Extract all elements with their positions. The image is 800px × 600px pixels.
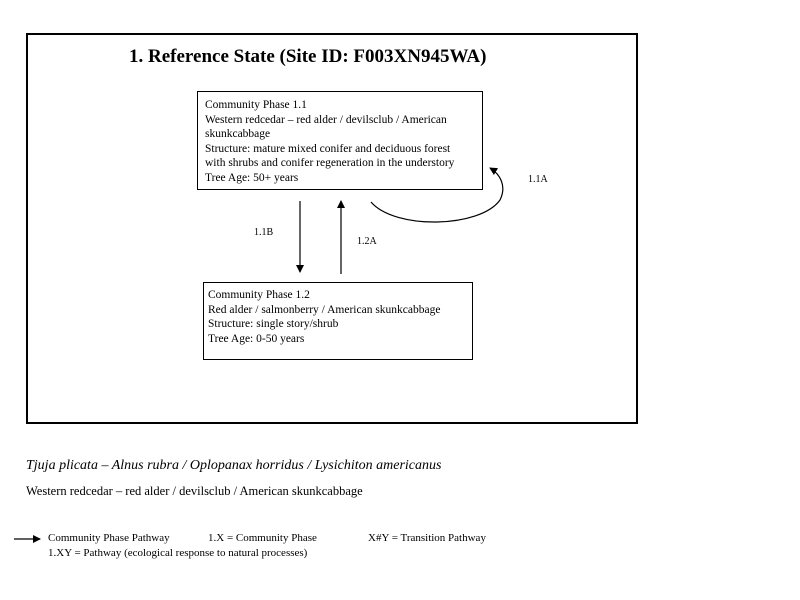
phase-1-1-species: Western redcedar – red alder / devilsclub / American	[205, 113, 447, 126]
phase-1-2-species: Red alder / salmonberry / American skunkcabbage	[208, 303, 441, 316]
species-scientific-names: Tjuja plicata – Alnus rubra / Oplopanax horridus / Lysichiton americanus	[26, 458, 442, 473]
pathway-1-1A-loop-arrow	[371, 168, 503, 222]
species-common-names: Western redcedar – red alder / devilsclub / American skunkcabbage	[26, 484, 363, 498]
phase-1-1-species-cont: skunkcabbage	[205, 128, 271, 140]
state-title: 1. Reference State (Site ID: F003XN945WA)	[129, 46, 487, 67]
phase-1-1-structure-line-1: Structure: mature mixed conifer and deciduous forest	[205, 142, 451, 155]
legend-transition-label: X#Y = Transition Pathway	[368, 532, 486, 544]
pathway-1-2A-label: 1.2A	[357, 236, 377, 247]
phase-1-2-structure: Structure: single story/shrub	[208, 318, 339, 330]
phase-1-2-tree-age: Tree Age: 0-50 years	[208, 332, 305, 345]
pathway-1-1A-label: 1.1A	[528, 174, 548, 185]
legend-pathway-label: Community Phase Pathway	[48, 532, 170, 544]
phase-1-1-heading: Community Phase 1.1	[205, 99, 307, 111]
legend-pathway-note: 1.XY = Pathway (ecological response to natural processes)	[48, 547, 308, 559]
legend-phase-label: 1.X = Community Phase	[208, 532, 317, 544]
phase-1-1-tree-age: Tree Age: 50+ years	[205, 171, 299, 184]
phase-1-2-heading: Community Phase 1.2	[208, 289, 310, 301]
pathway-1-1B-label: 1.1B	[254, 227, 274, 238]
phase-1-1-structure-line-2: with shrubs and conifer regeneration in the understory	[205, 157, 455, 169]
